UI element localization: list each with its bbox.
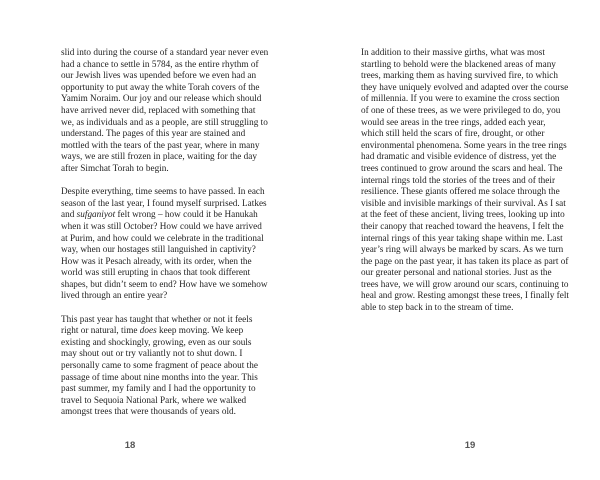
paragraph-text: Despite everything, time seems to have passed. In each season of the last year, I found myself surprised. Latkes and [61, 186, 267, 220]
paragraph-text: felt wrong – how could it be Hanukah when it was still October? How could we have arrived at Purim, and how could we celebrate in the traditional way, when our hostages still languished in captivity? How was it Pesach already, with its order, when the world was still erupting in chaos that took different shapes, but didn’t seem to end? How have we somehow lived through an entire year? [61, 209, 268, 301]
left-text-column [61, 47, 269, 418]
paragraph-text: keep moving. We keep existing and shockingly, growing, even as our souls may shout out or try valiantly not to shut down. I personally came to some fragment of peace about the passage of time about nine months into the year. This past summer, my family and I had the opportunity to travel to Sequoia National Park, where we walked amongst trees that were thousands of years old. [61, 325, 258, 417]
right-page [300, 0, 600, 480]
left-paragraph-3 [61, 314, 269, 418]
left-paragraph-1: slid into during the course of a standard year never even had a chance to settle in 5784, as the entire rhythm of our Jewish lives was upended before we even had an opportunity to put away the white Torah covers of the Yamim Noraim. Our joy and our release which should have arrived never did, replaced with something that we, as individuals and as a people, are still struggling to understand. The pages of this year are stained and mottled with the tears of the past year, where in many ways, we are still frozen in place, waiting for the day after Simchat Torah to begin. [61, 47, 269, 173]
italic-term: does [139, 325, 157, 336]
right-paragraph-1: In addition to their massive girths, what was most startling to behold were the blackened areas of many trees, marking them as having survived fire, to which they have uniquely evolved and adapted over the course of millennia. If you were to examine the cross section of one of these trees, as we were privileged to do, you would see areas in the tree rings, added each year, which still held the scars of fire, drought, or other environmental phenomena. Some years in the tree rings had dramatic and visible evidence of distress, yet the trees continued to grow around the scars and heal. The internal rings told the stories of the trees and of their resilience. These giants offered me solace through the visible and invisible markings of their survival. As I sat at the feet of these ancient, living trees, looking up into their canopy that reached toward the heavens, I felt the internal rings of this year taking shape within me. Last year’s ring will always be marked by scars. As we turn the page on the past year, it has taken its place as part of our greater personal and national stories. Just as the trees have, we will grow around our scars, continuing to heal and grow. Resting amongst these trees, I finally felt able to step back in to the stream of time. [361, 47, 569, 313]
italic-term: sufganiyot [76, 209, 116, 220]
page-number-left: 18 [124, 440, 136, 451]
right-text-column [361, 47, 569, 314]
page-number-right: 19 [464, 440, 476, 451]
left-paragraph-2 [61, 186, 269, 302]
paragraph-text: This past year has taught that whether or not it feels right or natural, time [61, 313, 253, 336]
